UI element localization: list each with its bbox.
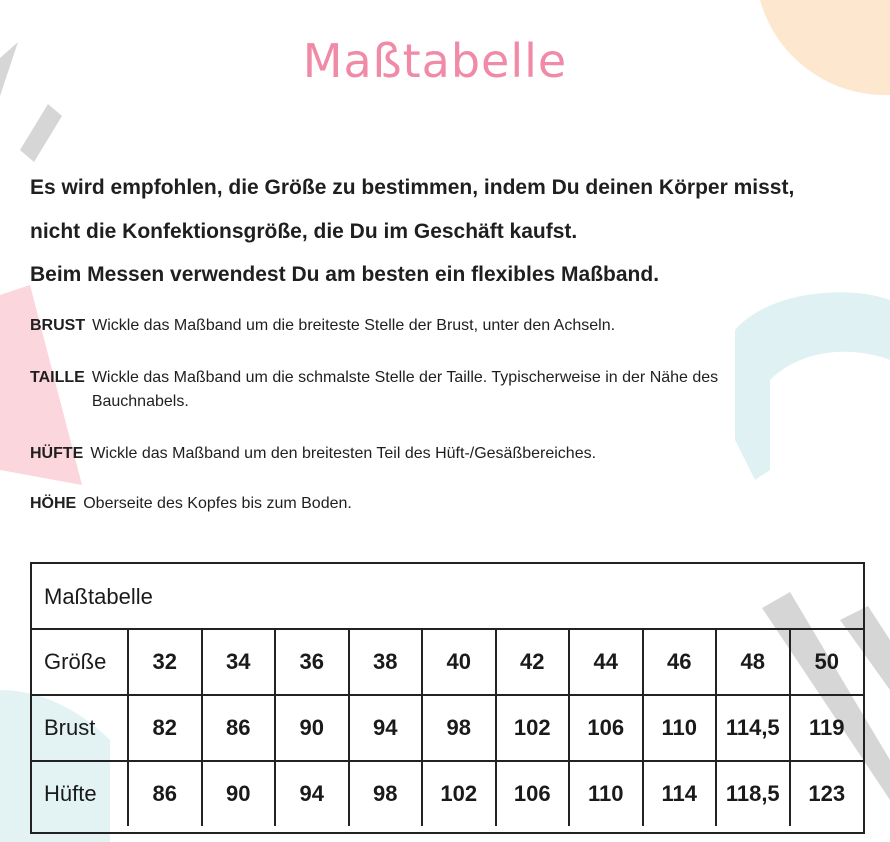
measurement-key: BRUST bbox=[30, 317, 86, 334]
table-cell: 114,5 bbox=[716, 695, 790, 761]
table-cell: 44 bbox=[569, 630, 643, 695]
size-table bbox=[30, 562, 865, 834]
table-cell: 94 bbox=[275, 761, 349, 826]
table-cell: 86 bbox=[128, 761, 202, 826]
measurement-key: HÜFTE bbox=[30, 445, 84, 462]
table-cell: 102 bbox=[422, 761, 496, 826]
measurement-key: HÖHE bbox=[30, 495, 77, 512]
table-cell: 110 bbox=[569, 761, 643, 826]
table-cell: 119 bbox=[790, 695, 864, 761]
measurement-key: TAILLE bbox=[30, 369, 85, 386]
measurement-taille bbox=[30, 366, 770, 414]
table-row bbox=[32, 695, 863, 761]
measurement-hoehe bbox=[30, 492, 850, 516]
table-cell: 34 bbox=[202, 630, 276, 695]
table-caption: Maßtabelle bbox=[32, 564, 863, 630]
table-cell: 50 bbox=[790, 630, 864, 695]
table-cell: 36 bbox=[275, 630, 349, 695]
gray-stripe-shape bbox=[20, 104, 62, 162]
table-cell: 118,5 bbox=[716, 761, 790, 826]
intro-line-1: Es wird empfohlen, die Größe zu bestimmen, indem Du deinen Körper misst, bbox=[30, 176, 795, 199]
table-cell: 48 bbox=[716, 630, 790, 695]
table-cell: 123 bbox=[790, 761, 864, 826]
table-cell: 98 bbox=[349, 761, 423, 826]
table-cell: 106 bbox=[569, 695, 643, 761]
table-row bbox=[32, 761, 863, 826]
table-cell: 46 bbox=[643, 630, 717, 695]
row-label: Brust bbox=[32, 695, 128, 761]
measurement-huefte bbox=[30, 442, 850, 466]
measurement-desc: Oberseite des Kopfes bis zum Boden. bbox=[83, 495, 352, 512]
page-title: Maßtabelle bbox=[302, 34, 568, 88]
table-cell: 106 bbox=[496, 761, 570, 826]
table-cell: 90 bbox=[202, 761, 276, 826]
intro-line-2: nicht die Konfektionsgröße, die Du im Geschäft kaufst. bbox=[30, 220, 578, 243]
table-cell: 32 bbox=[128, 630, 202, 695]
intro-line-3: Beim Messen verwendest Du am besten ein flexibles Maßband. bbox=[30, 263, 660, 286]
table-cell: 94 bbox=[349, 695, 423, 761]
measurement-desc: Wickle das Maßband um die schmalste Stelle der Taille. Typischerweise in der Nähe des Bauchnabels. bbox=[91, 369, 719, 410]
table-cell: 102 bbox=[496, 695, 570, 761]
table-cell: 114 bbox=[643, 761, 717, 826]
table-cell: 82 bbox=[128, 695, 202, 761]
table-cell: 38 bbox=[349, 630, 423, 695]
table-cell: 40 bbox=[422, 630, 496, 695]
measurement-brust bbox=[30, 314, 850, 338]
table-cell: 110 bbox=[643, 695, 717, 761]
table-row bbox=[32, 630, 863, 695]
table-cell: 90 bbox=[275, 695, 349, 761]
row-label: Größe bbox=[32, 630, 128, 695]
measurement-desc: Wickle das Maßband um den breitesten Teil des Hüft-/Gesäßbereiches. bbox=[90, 445, 597, 462]
table-cell: 42 bbox=[496, 630, 570, 695]
row-label: Hüfte bbox=[32, 761, 128, 826]
size-table-grid bbox=[32, 630, 863, 826]
table-cell: 98 bbox=[422, 695, 496, 761]
measurement-desc: Wickle das Maßband um die breiteste Stelle der Brust, unter den Achseln. bbox=[92, 317, 616, 334]
table-cell: 86 bbox=[202, 695, 276, 761]
